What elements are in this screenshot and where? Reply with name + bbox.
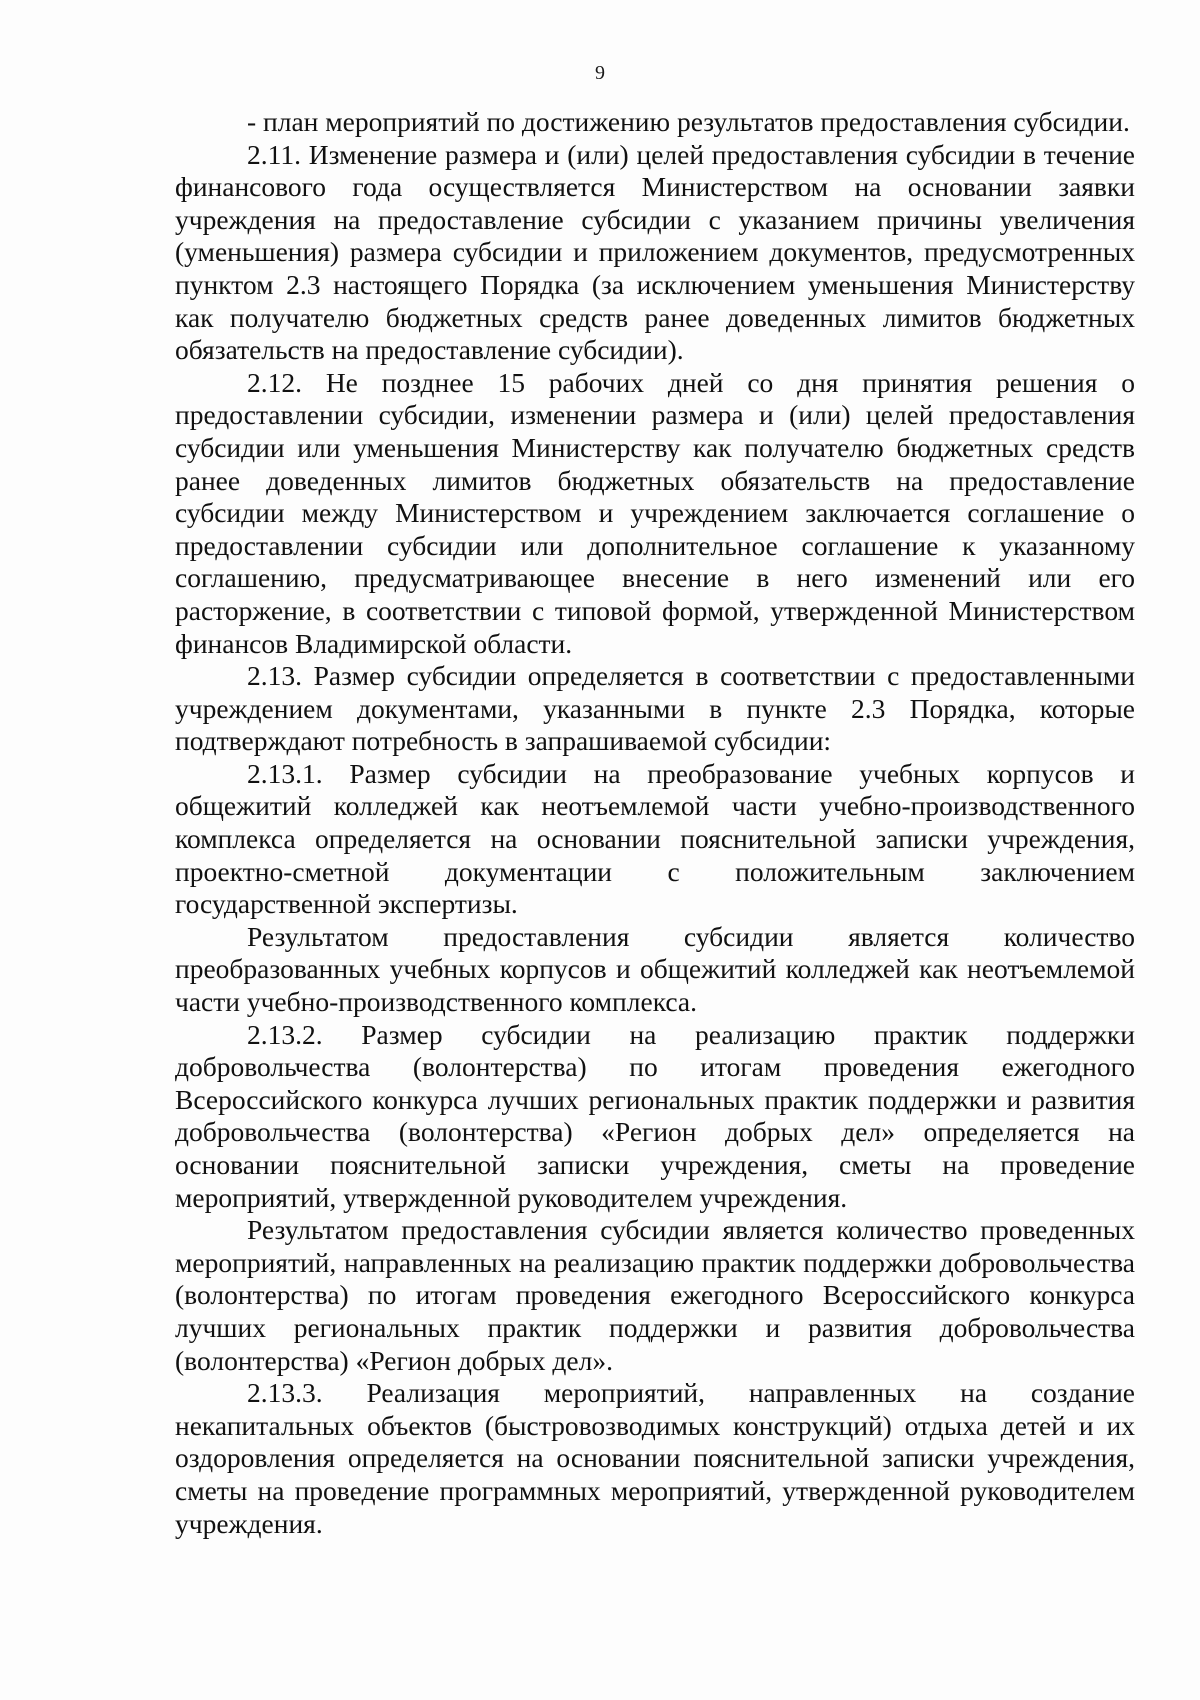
paragraph-result-2-13-2: Результатом предоставления субсидии является количество проведенных мероприятий, направленных на реализацию практик поддержки добровольчества (волонтерства) по итогам проведения ежегодного Всероссийского конкурса лучших региональных практик поддержки и развития добровольчества (волонтерства) «Регион добрых дел». [175, 1214, 1135, 1376]
document-body [175, 106, 1135, 1540]
page-number: 9 [595, 62, 605, 84]
paragraph-2-13: 2.13. Размер субсидии определяется в соответствии с предоставленными учреждением документами, указанными в пункте 2.3 Порядка, которые подтверждают потребность в запрашиваемой субсидии: [175, 660, 1135, 757]
paragraph-plan-item: - план мероприятий по достижению результатов предоставления субсидии. [247, 106, 1130, 137]
paragraph-2-13-1: 2.13.1. Размер субсидии на преобразование учебных корпусов и общежитий колледжей как неотъемлемой части учебно-производственного комплекса определяется на основании пояснительной записки учреждения, проектно-сметной документации с положительным заключением государственной экспертизы. [175, 757, 1135, 920]
paragraph-2-13-2: 2.13.2. Размер субсидии на реализацию практик поддержки добровольчества (волонтерства) по итогам проведения ежегодного Всероссийского конкурса лучших региональных практик поддержки и развития добровольчества (волонтерства) «Регион добрых дел» определяется на основании пояснительной записки учреждения, сметы на проведение мероприятий, утвержденной руководителем учреждения. [175, 1018, 1135, 1213]
paragraph-2-11: 2.11. Изменение размера и (или) целей предоставления субсидии в течение финансового года осуществляется Министерством на основании заявки учреждения на предоставление субсидии с указанием причины увеличения (уменьшения) размера субсидии и приложением документов, предусмотренных пунктом 2.3 настоящего Порядка (за исключением уменьшения Министерству как получателю бюджетных средств ранее доведенных лимитов бюджетных обязательств на предоставление субсидии). [175, 138, 1135, 366]
paragraph-2-13-3: 2.13.3. Реализация мероприятий, направленных на создание некапитальных объектов (быстровозводимых конструкций) отдыха детей и их оздоровления определяется на основании пояснительной записки учреждения, сметы на проведение программных мероприятий, утвержденной руководителем учреждения. [175, 1377, 1135, 1539]
paragraph-result-2-13-1: Результатом предоставления субсидии является количество преобразованных учебных корпусов и общежитий колледжей как неотъемлемой части учебно-производственного комплекса. [175, 920, 1135, 1018]
paragraph-2-12: 2.12. Не позднее 15 рабочих дней со дня принятия решения о предоставлении субсидии, изменении размера и (или) целей предоставления субсидии или уменьшения Министерству как получателю бюджетных средств ранее доведенных лимитов бюджетных обязательств на предоставление субсидии между Министерством и учреждением заключается соглашение о предоставлении субсидии или дополнительное соглашение к указанному соглашению, предусматривающее внесение в него изменений или его расторжение, в соответствии с типовой формой, утвержденной Министерством финансов Владимирской области. [175, 366, 1135, 659]
